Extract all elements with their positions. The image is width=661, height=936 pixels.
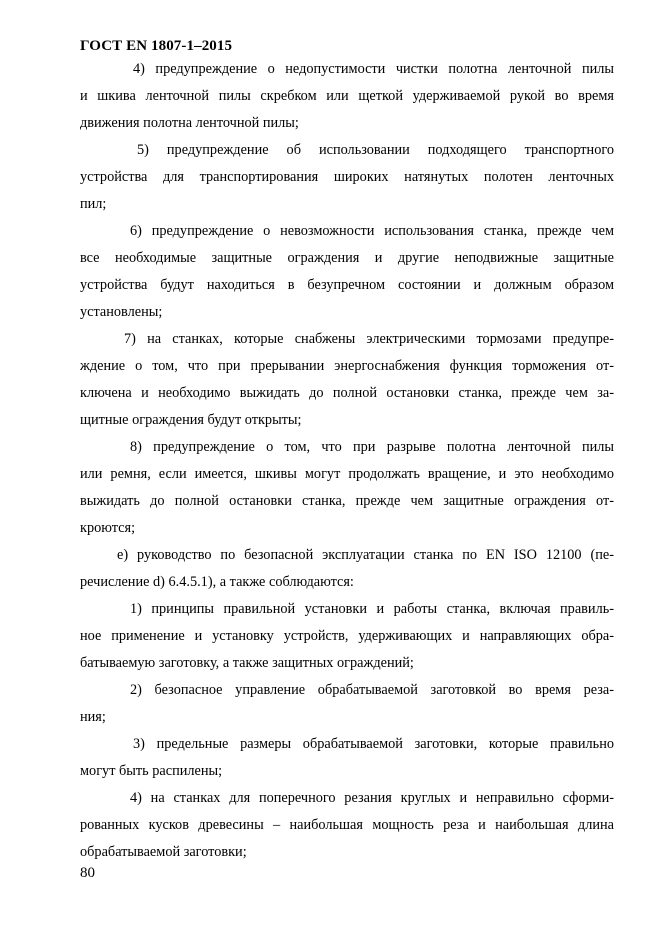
text-line: 1) принципы правильной установки и работы станка, включая правиль- [130,601,614,617]
text-line: 5) предупреждение об использовании подходящего транспортного [137,142,614,158]
page-number: 80 [80,865,95,881]
text-line: 8) предупреждение о том, что при разрыве полотна ленточной пилы [130,439,614,455]
text-line: установлены; [80,304,163,320]
text-line: 2) безопасное управление обрабатываемой заготовкой во время реза- [130,682,614,698]
text-line: движения полотна ленточной пилы; [80,115,299,131]
text-line: ключена и необходимо выжидать до полной остановки станка, прежде чем за- [80,385,614,401]
text-line: выжидать до полной остановки станка, прежде чем защитные ограждения от- [80,493,614,509]
text-line: ния; [80,709,106,725]
text-line: рованных кусков древесины – наибольшая мощность реза и наибольшая длина [80,817,614,833]
text-line: 7) на станках, которые снабжены электрическими тормозами предупре- [124,331,614,347]
text-line: устройства для транспортирования широких натянутых полотен ленточных [80,169,614,185]
text-line: 3) предельные размеры обрабатываемой заготовки, которые правильно [133,736,614,752]
text-line: речисление d) 6.4.5.1), а также соблюдаются: [80,574,354,590]
text-line: устройства будут находиться в безупречном состоянии и должным образом [80,277,614,293]
text-line: е) руководство по безопасной эксплуатации станка по EN ISO 12100 (пе- [117,547,614,563]
text-line: батываемую заготовку, а также защитных ограждений; [80,655,414,671]
page-header: ГОСТ EN 1807-1–2015 [80,38,233,54]
text-line: ждение о том, что при прерывании энергоснабжения функция торможения от- [80,358,614,374]
text-line: и шкива ленточной пилы скребком или щеткой удерживаемой рукой во время [80,88,614,104]
text-line: или ремня, если имеется, шкивы могут продолжать вращение, и это необходимо [80,466,614,482]
text-line: могут быть распилены; [80,763,223,779]
text-line: щитные ограждения будут открыты; [80,412,302,428]
text-line: 4) на станках для поперечного резания круглых и неправильно сформи- [130,790,614,806]
text-line: обрабатываемой заготовки; [80,844,247,860]
text-line: кроются; [80,520,136,536]
text-line: пил; [80,196,107,212]
text-line: все необходимые защитные ограждения и другие неподвижные защитные [80,250,614,266]
text-line: 4) предупреждение о недопустимости чистки полотна ленточной пилы [133,61,614,77]
text-line: 6) предупреждение о невозможности использования станка, прежде чем [130,223,614,239]
text-line: ное применение и установку устройств, удерживающих и направляющих обра- [80,628,614,644]
